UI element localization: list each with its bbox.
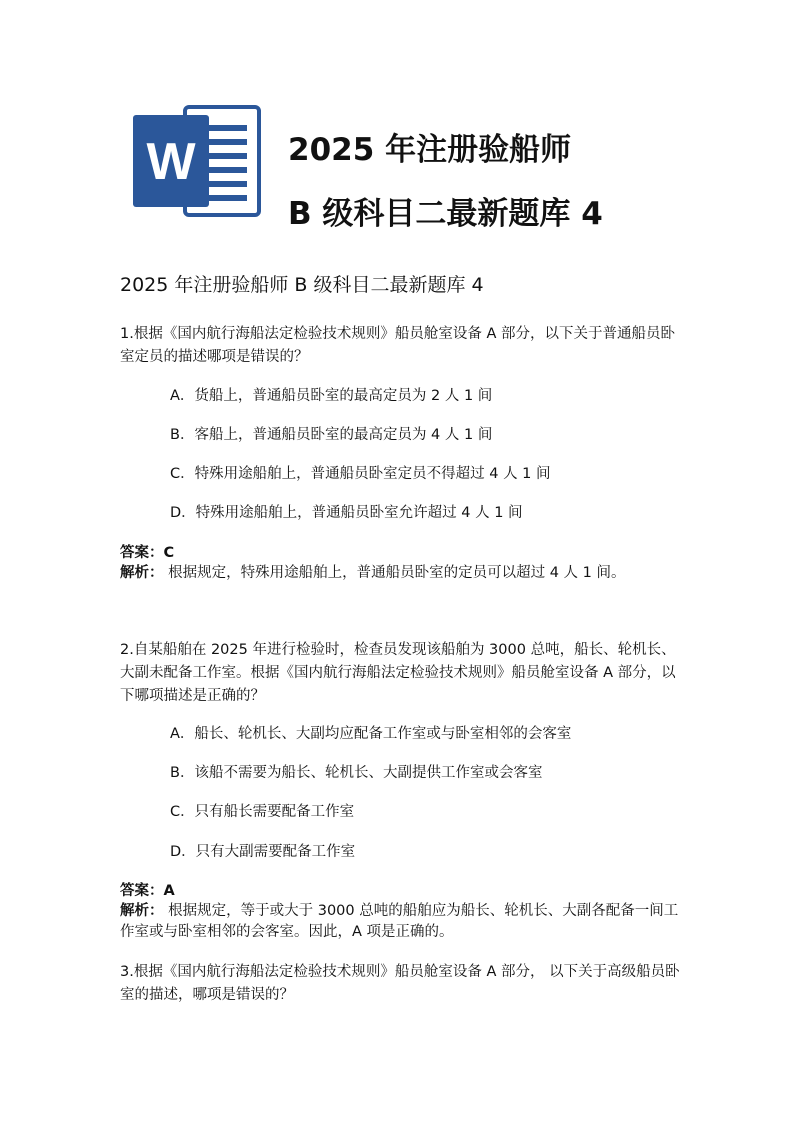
answer-value: A: [163, 883, 175, 899]
word-document-icon: [133, 103, 263, 219]
question-2-option-b: B．该船不需要为船长、轮机长、大副提供工作室或会客室: [170, 765, 543, 781]
question-2-option-a: A．船长、轮机长、大副均应配备工作室或与卧室相邻的会客室: [170, 726, 572, 742]
question-1-text: 1.根据《国内航行海船法定检验技术规则》船员舱室设备 A 部分，以下关于普通船员卧室定员的描述哪项是错误的？: [120, 326, 675, 365]
question-1-option-a: A．货船上，普通船员卧室的最高定员为 2 人 1 间: [170, 388, 493, 404]
logo-letter: W: [146, 133, 196, 191]
question-2-option-c: C．只有船长需要配备工作室: [170, 804, 355, 820]
document-subtitle: 2025 年注册验船师 B 级科目二最新题库 4: [120, 274, 484, 296]
document-title-line-1: 2025 年注册验船师: [288, 132, 572, 168]
question-1-answer: [120, 541, 174, 562]
explanation-text: 根据规定，等于或大于 3000 总吨的船舶应为船长、轮机长、大副各配备一间工作室或与卧室相邻的会客室。因此，A 项是正确的。: [120, 903, 679, 940]
document-title-line-2: B 级科目二最新题库 4: [288, 196, 603, 232]
answer-value: C: [163, 545, 175, 561]
question-1-option-b: B．客船上，普通船员卧室的最高定员为 4 人 1 间: [170, 427, 493, 443]
question-3-text: 3.根据《国内航行海船法定检验技术规则》船员舱室设备 A 部分， 以下关于高级船员卧室的描述，哪项是错误的？: [120, 964, 680, 1003]
explanation-text: 根据规定，特殊用途船舶上，普通船员卧室的定员可以超过 4 人 1 间。: [163, 565, 626, 581]
question-2-answer: [120, 879, 175, 900]
answer-label: 答案：: [120, 545, 164, 561]
question-1-option-c: C．特殊用途船舶上，普通船员卧室定员不得超过 4 人 1 间: [170, 466, 551, 482]
question-2-text: 2.自某船舶在 2025 年进行检验时，检查员发现该船舶为 3000 总吨，船长、轮机长、大副未配备工作室。根据《国内航行海船法定检验技术规则》船员舱室设备 A 部分，以下哪项描述是正确的？: [120, 642, 676, 704]
question-2-explanation: [120, 901, 685, 943]
question-1-explanation: [120, 563, 685, 584]
answer-label: 答案：: [120, 883, 164, 899]
explanation-label: 解析：: [120, 903, 164, 919]
question-2-option-d: D．只有大副需要配备工作室: [170, 844, 356, 860]
explanation-label: 解析：: [120, 565, 164, 581]
question-1-option-d: D．特殊用途船舶上，普通船员卧室允许超过 4 人 1 间: [170, 505, 523, 521]
